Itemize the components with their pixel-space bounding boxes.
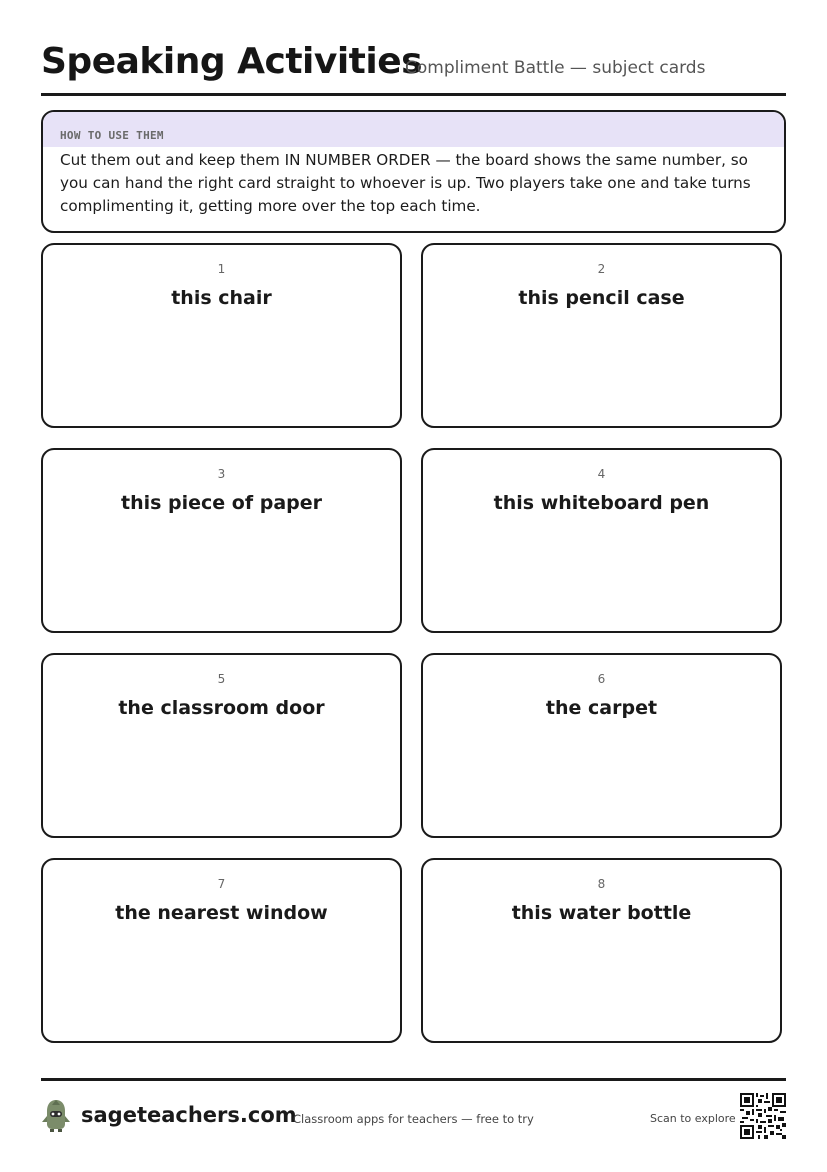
card-number: 1 bbox=[217, 262, 226, 276]
page-title: Speaking Activities bbox=[41, 41, 423, 82]
how-to-label: HOW TO USE THEM bbox=[60, 129, 164, 142]
worksheet-page bbox=[41, 0, 786, 1169]
card-number: 5 bbox=[217, 672, 226, 686]
subject-card-3 bbox=[41, 448, 402, 633]
card-subject: this pencil case bbox=[518, 287, 685, 309]
page-subtitle: Compliment Battle — subject cards bbox=[405, 58, 706, 78]
card-subject: the classroom door bbox=[118, 697, 325, 719]
card-subject: this chair bbox=[171, 287, 272, 309]
subject-card-6 bbox=[421, 653, 782, 838]
subject-card-7 bbox=[41, 858, 402, 1043]
card-subject: the carpet bbox=[545, 697, 658, 719]
card-subject: this whiteboard pen bbox=[493, 492, 710, 514]
footer-tagline: Classroom apps for teachers — free to try bbox=[293, 1112, 534, 1126]
subject-card-8 bbox=[421, 858, 782, 1043]
subject-card-4 bbox=[421, 448, 782, 633]
scan-label: Scan to explore bbox=[650, 1112, 736, 1125]
how-to-text: Cut them out and keep them IN NUMBER ORDER — the board shows the same number, so you can hand the right card straight to whoever is up. Two players take one and take turns complimenting it, getting more over the top each time. bbox=[60, 151, 751, 215]
card-number: 3 bbox=[217, 467, 226, 481]
subject-card-2 bbox=[421, 243, 782, 428]
card-subject: this piece of paper bbox=[120, 492, 323, 514]
qr-code-icon bbox=[740, 1093, 786, 1139]
page-footer bbox=[41, 1078, 786, 1172]
card-number: 8 bbox=[597, 877, 606, 891]
sage-mascot-icon bbox=[41, 1098, 71, 1132]
card-subject: the nearest window bbox=[115, 902, 328, 924]
card-number: 2 bbox=[597, 262, 606, 276]
subject-card-1 bbox=[41, 243, 402, 428]
card-subject: this water bottle bbox=[511, 902, 692, 924]
card-number: 6 bbox=[597, 672, 606, 686]
brand-name: sageteachers.com bbox=[81, 1103, 297, 1127]
subject-card-5 bbox=[41, 653, 402, 838]
how-to-box bbox=[41, 110, 786, 233]
card-number: 7 bbox=[217, 877, 226, 891]
page-header bbox=[41, 40, 786, 96]
card-number: 4 bbox=[597, 467, 606, 481]
